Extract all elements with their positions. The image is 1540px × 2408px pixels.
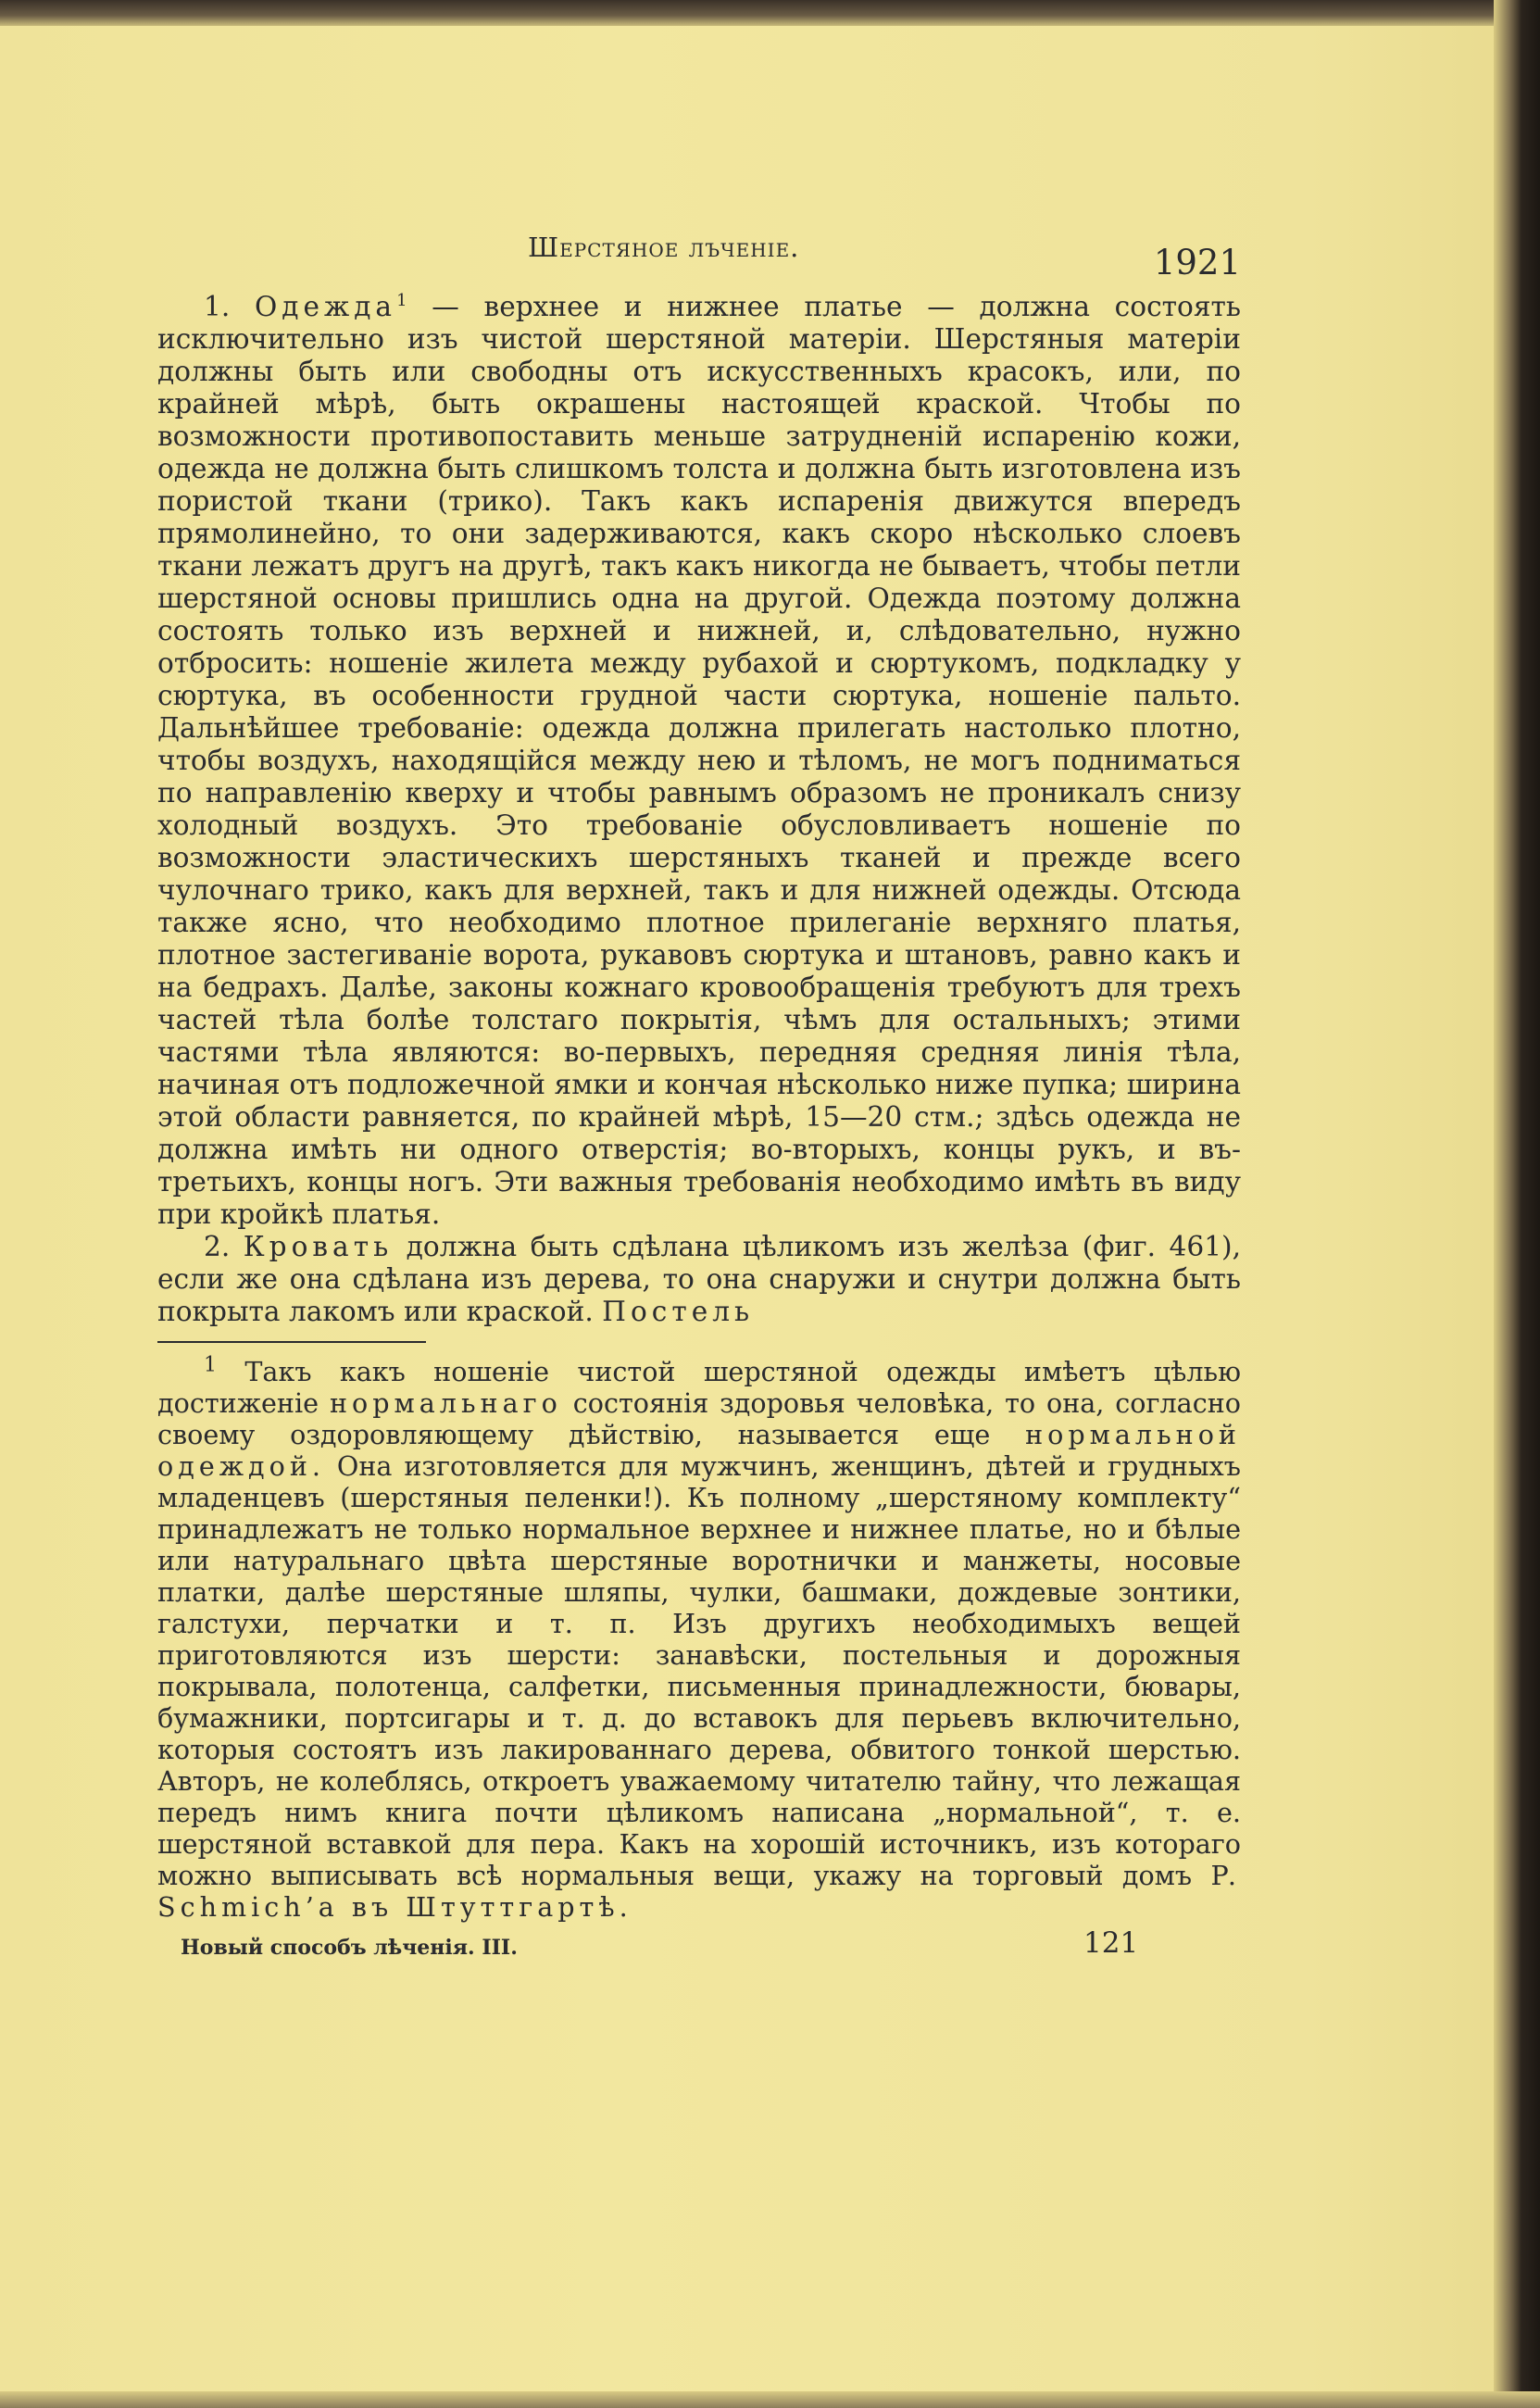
book-spine-edge (1494, 0, 1540, 2408)
footnote-emphasis: нормальнаго (329, 1387, 562, 1419)
footnote-text: состоянія здоровья человѣка, то она, согласно своему оздоровляющему дѣйствію, называется еще (157, 1387, 1241, 1450)
footnote-text: Она изготовляется для мужчинъ, женщинъ, дѣтей и грудныхъ младенцевъ (шерстяныя пеленки!). Къ полному „шерстяному комплекту“ принадлежатъ не только нормальное верхнее и нижнее платье, но и бѣлые или натуральнаго цвѣта шерстяные воротнички и манжеты, носовые платки, далѣе шерстяные шляпы, чулки, башмаки, дождевые зонтики, галстухи, перчатки и т. п. Изъ другихъ необходимыхъ вещей приготовляются изъ шерсти: занавѣски, постельныя и дорожныя покрывала, полотенца, салфетки, письменныя принадлежности, бювары, бумажники, портсигары и т. д. до вставокъ для перьевъ включительно, которыя состоятъ изъ лакированнаго дерева, обвитого тонкой шерстью. Авторъ, не колеблясь, откроетъ уважаемому читателю тайну, что лежащая передъ нимъ книга почти цѣликомъ написана „нормальной“, т. е. шерстяной вставкой для пера. Какъ на хорошій источникъ, изъ котораго можно выписывать всѣ нормальныя вещи, укажу на торговый домъ (157, 1450, 1241, 1891)
paragraph-number: 1. (204, 291, 231, 322)
page-top-edge (0, 0, 1540, 26)
footer-book-title: Новый способъ лѣченія. III. (181, 1936, 518, 1960)
paragraph-number: 2. (204, 1231, 231, 1262)
paragraph-term-clothing: Одежда (254, 291, 397, 322)
page-footer (157, 1926, 1241, 1973)
footnote-separator (157, 1341, 426, 1343)
footnote-mark: 1 (204, 1353, 217, 1377)
page-number: 1921 (1153, 243, 1241, 282)
footnote-emphasis: нормальной одеждой. (157, 1419, 1241, 1482)
paragraph-text: должна быть сдѣлана цѣликомъ изъ желѣза (фиг. 461), если же она сдѣлана изъ дерева, то она снаружи и снутри должна быть покрыта лакомъ или краской. (157, 1231, 1241, 1327)
page-content (157, 222, 1241, 1973)
paragraph-term-bed: Кровать (243, 1231, 394, 1262)
paragraph-clothing (157, 291, 1241, 1231)
signature-number: 121 (1083, 1926, 1139, 1960)
footnote (157, 1353, 1241, 1923)
footnote-text: Такъ какъ ношеніе чистой шерстяной одежды имѣетъ цѣлью достиженіе (157, 1356, 1241, 1419)
page-header-title: Шерстяное лъченіе. (528, 232, 800, 263)
paragraph-term-bedding: Постель (602, 1296, 755, 1327)
running-head (157, 222, 1241, 282)
paragraph-text: — верхнее и нижнее платье — должна состоять исключительно изъ чистой шерстяной матеріи. Шерстяныя матеріи должны быть или свободны отъ искусственныхъ красокъ, или, по крайней мѣрѣ, быть окрашены настоящей краской. Чтобы по возможности противопоставить меньше затрудненій испаренію кожи, одежда не должна быть слишкомъ толста и должна быть изготовлена изъ пористой ткани (трико). Такъ какъ испаренія движутся впередъ прямолинейно, то они задерживаются, какъ скоро нѣсколько слоевъ ткани лежатъ другъ на другѣ, такъ какъ никогда не бываетъ, чтобы петли шерстяной основы пришлись одна на другой. Одежда поэтому должна состоять только изъ верхней и нижней, и, слѣдовательно, нужно отбросить: ношеніе жилета между рубахой и сюртукомъ, подкладку у сюртука, въ особенности грудной части сюртука, ношеніе пальто. Дальнѣйшее требованіе: одежда должна прилегать настолько плотно, чтобы воздухъ, находящійся между нею и тѣломъ, не могъ подниматься по направленію кверху и чтобы равнымъ образомъ не проникалъ снизу холодный воздухъ. Это требованіе обусловливаетъ ношеніе по возможности эластическихъ шерстяныхъ тканей и прежде всего чулочнаго трико, какъ для верхней, такъ и для нижней одежды. Отсюда также ясно, что необходимо плотное прилеганіе верхняго платья, плотное застегиваніе ворота, рукавовъ сюртука и штановъ, равно какъ и на бедрахъ. Далѣе, законы кожнаго кровообращенія требуютъ для трехъ частей тѣла болѣе толстаго покрытія, чѣмъ для остальныхъ; этими частями тѣла являются: во-первыхъ, передняя средняя линія тѣла, начиная отъ подложечной ямки и кончая нѣсколько ниже пупка; ширина этой области равняется, по крайней мѣрѣ, 15—20 стм.; здѣсь одежда не должна имѣть ни одного отверстія; во-вторыхъ, концы рукъ, и въ-третьихъ, концы ногъ. Эти важныя требованія необходимо имѣть въ виду при кройкѣ платья. (157, 291, 1241, 1230)
footnote-emphasis: P. Schmich’a въ Штуттгартѣ. (157, 1860, 1241, 1923)
page-bottom-edge (0, 2391, 1540, 2408)
footnote-reference[interactable]: 1 (396, 291, 407, 311)
paragraph-bed (157, 1231, 1241, 1328)
